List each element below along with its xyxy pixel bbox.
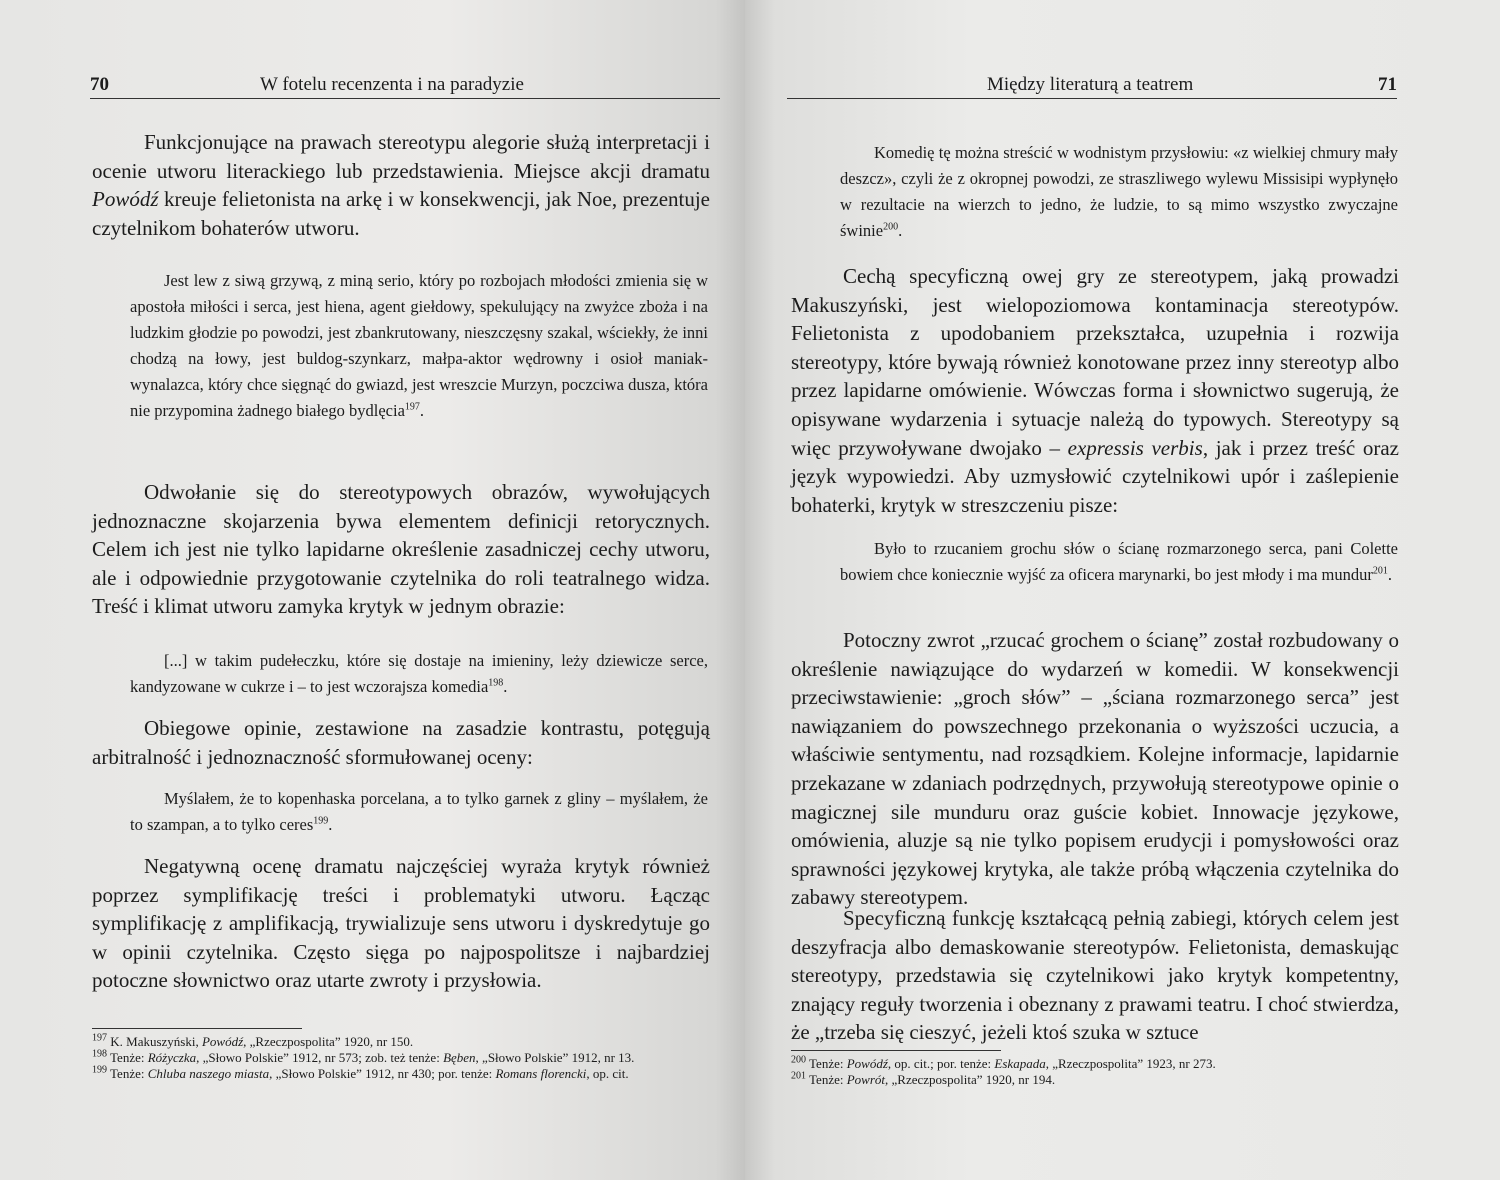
running-title: Między literaturą a teatrem [987,74,1194,95]
footnote-ref: 201 [1372,565,1388,577]
paragraph: Negatywną ocenę dramatu najczęściej wyraża krytyk również poprzez symplifikację treści i problematyki utworu. Łącząc symplifikację z amplifikacją, trywializuje sens utworu i dyskredytuje go w opinii czytelnika. Często sięga po najpospolitsze i najbardziej potoczne słownictwo oraz utarte zwroty i przysłowia. [92,854,710,993]
block-quote: [...] w takim pudełeczku, które się dostaje na imieniny, leży dziewicze serce, kandyzowane w cukrze i – to jest wczorajsza komedia$^{198}$. [130,651,708,696]
paragraph: Obiegowe opinie, zestawione na zasadzie kontrastu, potęgują arbitralność i jednoznaczność sformułowanej oceny: [92,716,710,769]
right-running-header [787,72,1397,99]
footnote: $^{198}$ Tenże: Różyczka, „Słowo Polskie” 1912, nr 573; zob. też tenże: Bęben, „Słowo Polskie” 1912, nr 13. [92,1048,635,1065]
paragraph: Funkcjonujące na prawach stereotypu alegorie służą interpretacji i ocenie utworu literackiego lub przedstawienia. Miejsce akcji dramatu Powódź kreuje felietonista na arkę i w konsekwencji, jak Noe, prezentuje czytelnikom bohaterów utworu. [92,130,710,240]
footnote: $^{200}$ Tenże: Powódź, op. cit.; por. tenże: Eskapada, „Rzeczpospolita” 1923, nr 273. [791,1054,1216,1071]
footnote-rule [92,1028,302,1029]
footnote-ref: 198 [488,677,504,689]
footnote-ref: 199 [313,815,329,827]
block-quote: Było to rzucaniem grochu słów o ścianę rozmarzonego serca, pani Colette bowiem chce koniecznie wyjść za oficera marynarki, bo jest młody i ma mundur$^{201}$. [840,539,1398,584]
footnotes [791,1056,1216,1088]
footnotes [92,1034,634,1082]
footnote-ref: 200 [883,221,899,233]
running-title: W fotelu recenzenta i na paradyzie [260,74,524,95]
paragraph: Cechą specyficzną owej gry ze stereotypem, jaką prowadzi Makuszyński, jest wielopoziomowa kontaminacja stereotypów. Felietonista z upodobaniem przekształca, uzupełnia i rozwija stereotypy, które bywają również konotowane przez inny stereotyp albo przez lapidarne omówienie. Wówczas forma i słownictwo sugerują, że opisywane wydarzenia i sytuacje należą do typowych. Stereotypy są więc przywoływane dwojako – expressis verbis, jak i przez treść oraz język wypowiedzi. Aby uzmysłowić czytelnikowi upór i zaślepienie bohaterki, krytyk w streszczeniu pisze: [791,264,1399,517]
paragraph: Specyficzną funkcję kształcącą pełnią zabiegi, których celem jest deszyfracja albo demaskowanie stereotypów. Felietonista, demaskując stereotypy, przedstawia się czytelnikowi jako krytyk kompetentny, znający reguły tworzenia i obeznany z prawami teatru. I choć stwierdza, że „trzeba się cieszyć, jeżeli ktoś szuka w sztuce [791,906,1399,1045]
left-page [0,0,745,1180]
block-quote: Jest lew z siwą grzywą, z miną serio, który po rozbojach młodości zmienia się w apostoła miłości i serca, jest hiena, agent giełdowy, spekulujący na zwyżce zboża i na ludzkim głodzie po powodzi, jest zbankrutowany, nieszczęsny szakal, wściekły, że inni chodzą na łowy, jest buldog-szynkarz, małpa-aktor wędrowny i osioł maniak-wynalazca, który chce sięgnąć do gwiazd, jest wreszcie Murzyn, poczciwa dusza, która nie przypomina żadnego białego bydlęcia$^{197}$. [130,271,708,420]
page-number: 71 [1378,74,1397,95]
paragraph: Odwołanie się do stereotypowych obrazów, wywołujących jednoznaczne skojarzenia bywa elementem definicji retorycznych. Celem ich jest nie tylko lapidarne określenie zasadniczej cechy utworu, ale i odpowiednie przygotowanie czytelnika do roli teatralnego widza. Treść i klimat utworu zamyka krytyk w jednym obrazie: [92,480,710,619]
footnote-rule [791,1050,1001,1051]
page-number: 70 [90,74,109,95]
block-quote: Komedię tę można streścić w wodnistym przysłowiu: «z wielkiej chmury mały deszcz», czyli że z okropnej powodzi, ze straszliwego wylewu Missisipi wypłynęło w rezultacie na wierzch to jedno, że ludzie, to są mimo wszystko zwyczajne świnie$^{200}$. [840,143,1398,240]
footnote-ref: 197 [404,401,420,413]
block-quote: Myślałem, że to kopenhaska porcelana, a to tylko garnek z gliny – myślałem, że to szampan, a to tylko ceres$^{199}$. [130,789,708,834]
left-running-header [90,72,720,99]
right-page [745,0,1500,1180]
footnote: $^{199}$ Tenże: Chluba naszego miasta, „Słowo Polskie” 1912, nr 430; por. tenże: Romans florencki, op. cit. [92,1064,629,1081]
footnote: $^{201}$ Tenże: Powrót, „Rzeczpospolita” 1920, nr 194. [791,1070,1056,1087]
footnote: $^{197}$ K. Makuszyński, Powódź, „Rzeczpospolita” 1920, nr 150. [92,1032,414,1049]
paragraph: Potoczny zwrot „rzucać grochem o ścianę” został rozbudowany o określenie nawiązujące do wydarzeń w komedii. W konsekwencji przeciwstawienie: „groch słów” – „ściana rozmarzonego serca” jest nawiązaniem do powszechnego przekonania o wyższości uczucia, a właściwie sentymentu, nad rozsądkiem. Kolejne informacje, lapidarnie przekazane w zdaniach podrzędnych, przywołują stereotypowe opinie o magicznej sile munduru oraz guście kobiet. Innowacje językowe, omówienia, aluzje są nie tylko popisem erudycji i pomysłowości oraz sprawności językowej krytyka, ale także próbą włączenia czytelnika do zabawy stereotypem. [791,628,1399,910]
